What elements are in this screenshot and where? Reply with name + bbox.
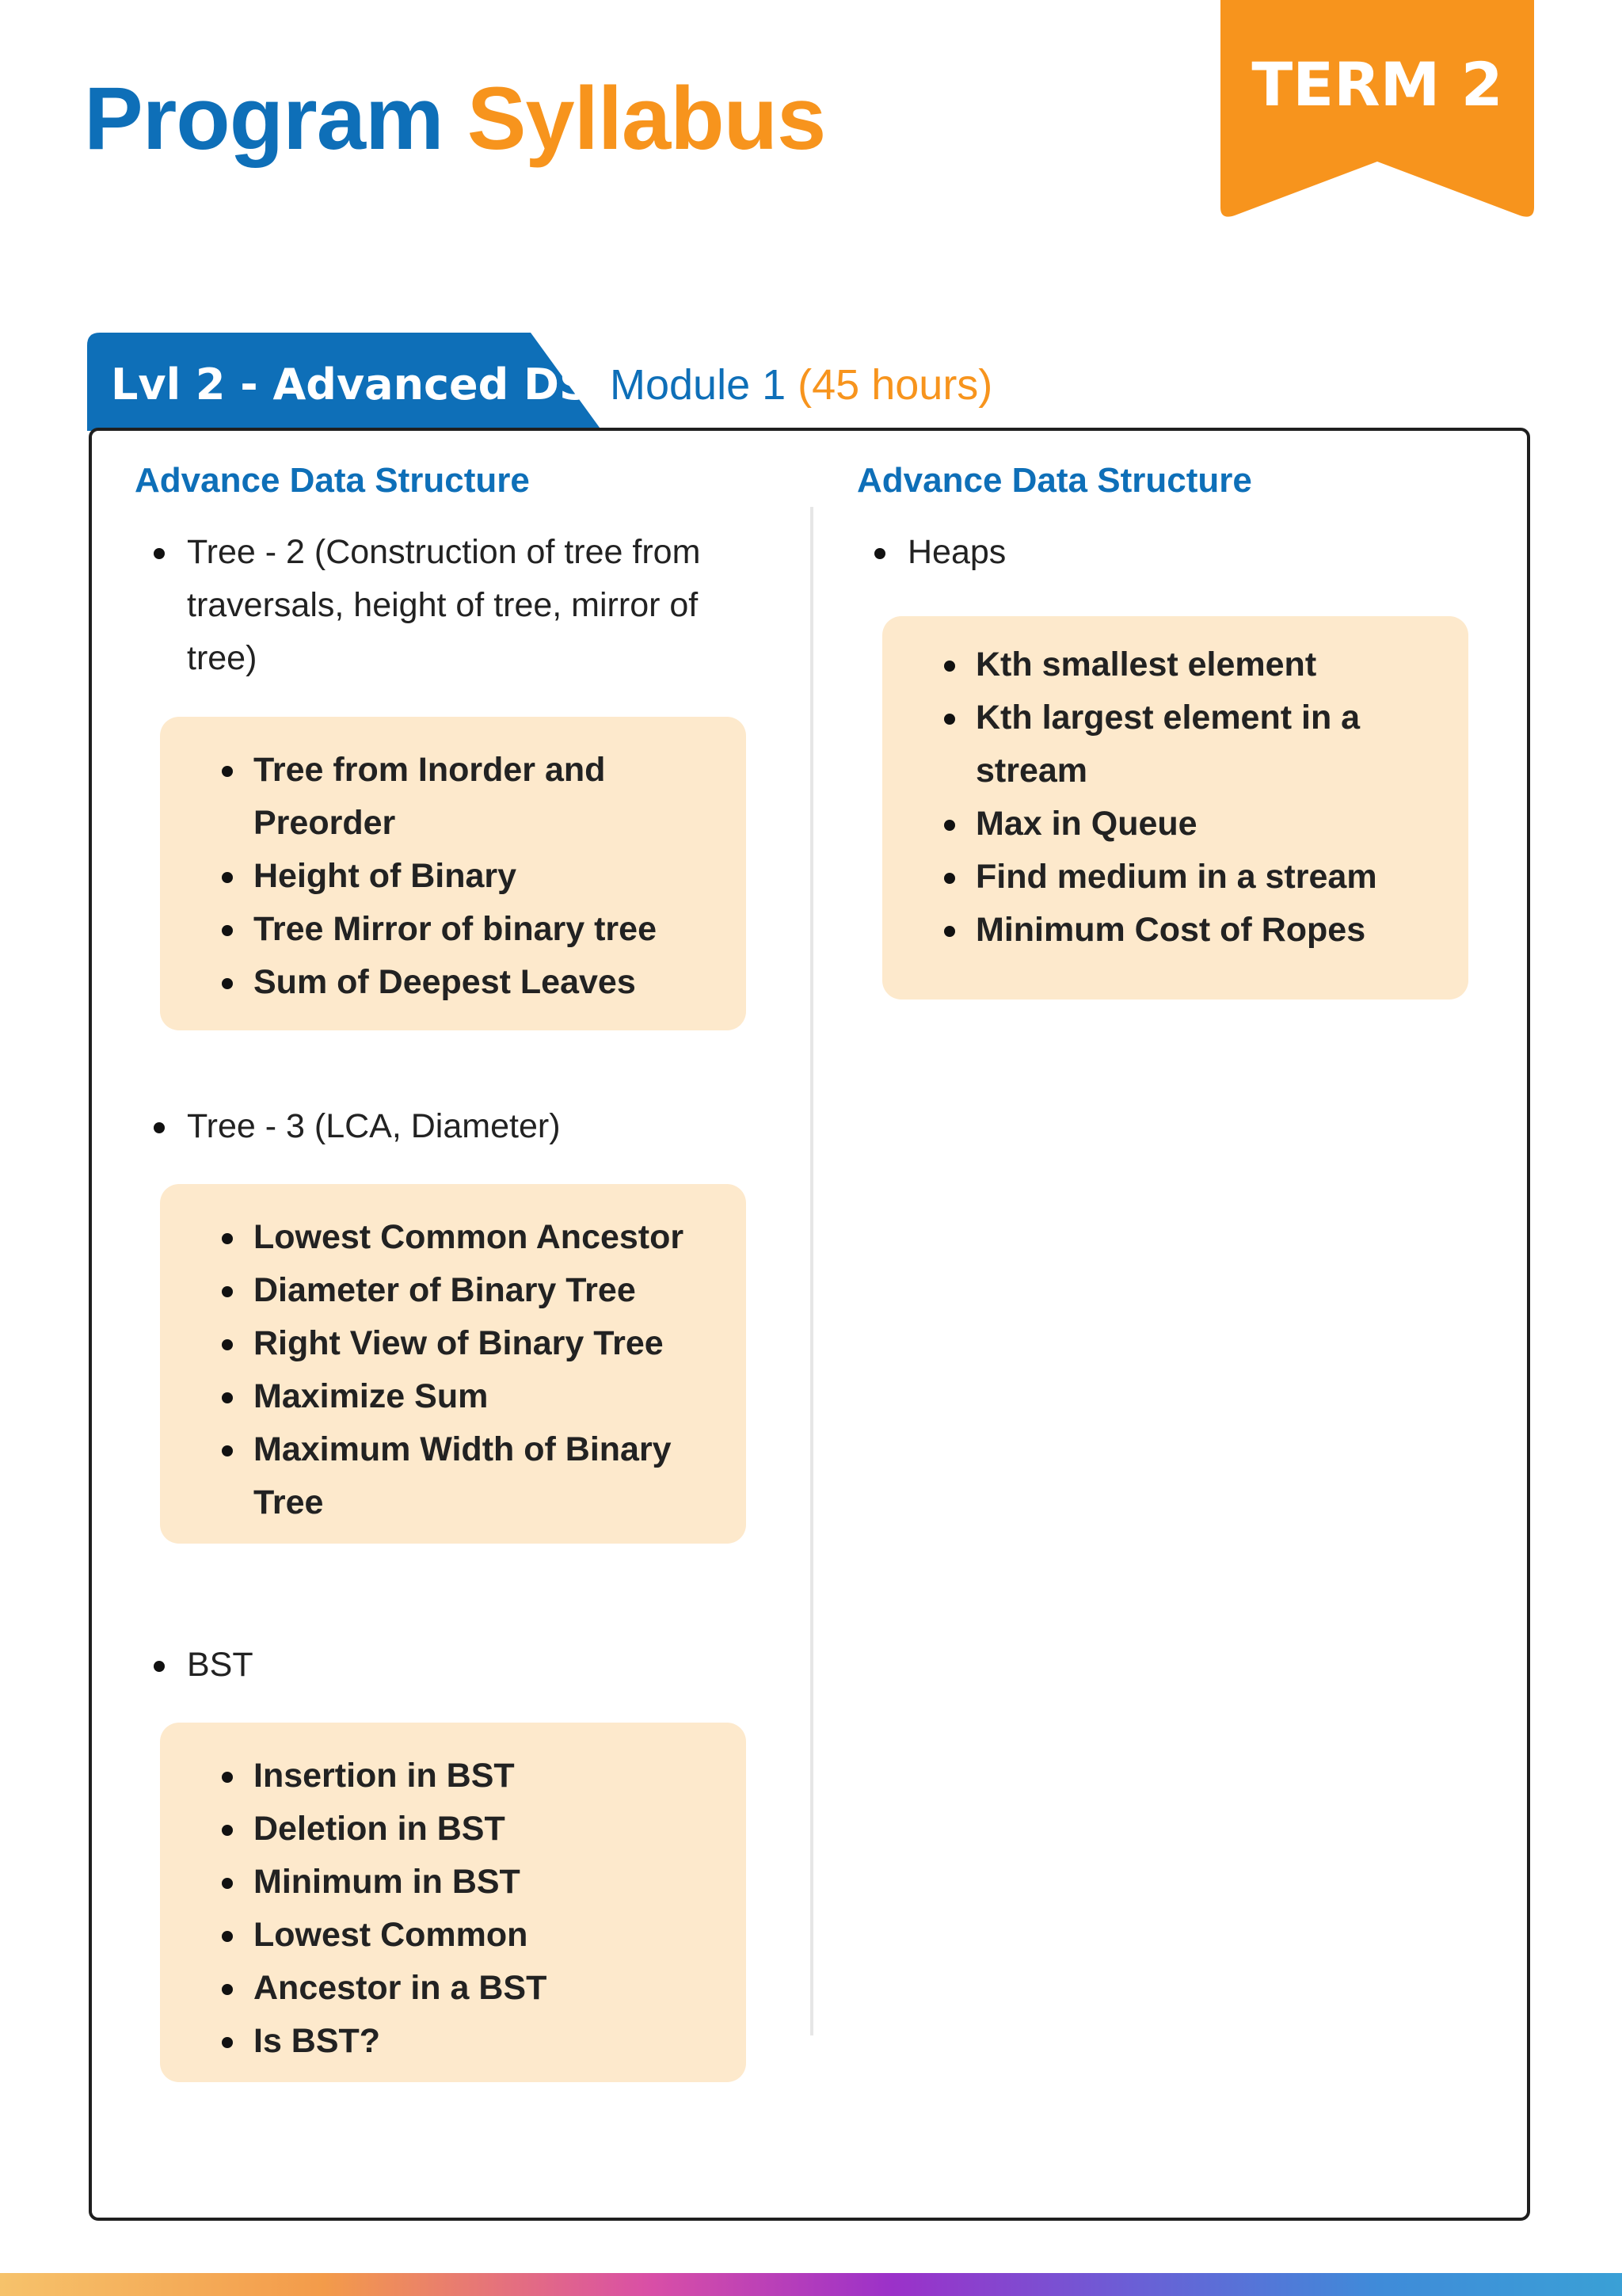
list-item: Insertion in BST	[217, 1750, 714, 1803]
module-hours: (45 hours)	[798, 361, 993, 409]
list-item: Maximize Sum	[217, 1370, 714, 1423]
topic-tree-2	[150, 526, 752, 685]
title-program: Program	[84, 69, 444, 168]
list-item: Kth smallest element	[939, 638, 1437, 691]
right-column-heading: Advance Data Structure	[857, 461, 1252, 500]
list-item: Tree - 2 (Construction of tree from traversals, height of tree, mirror of tree)	[150, 526, 752, 685]
module-tab	[87, 333, 623, 431]
module-tab-label: Lvl 2 - Advanced DSA	[111, 360, 623, 409]
list-item: Right View of Binary Tree	[217, 1317, 714, 1370]
list-item: Height of Binary	[217, 850, 714, 903]
list-item: Kth largest element in a stream	[939, 691, 1437, 798]
term-label: TERM 2	[1251, 49, 1503, 120]
left-column-heading: Advance Data Structure	[135, 461, 530, 500]
module-info	[610, 360, 992, 409]
list-item: Is BST?	[217, 2015, 714, 2068]
bottom-gradient-bar	[0, 2273, 1622, 2296]
title-syllabus: Syllabus	[466, 69, 826, 168]
subtopic-box-tree-2	[160, 717, 746, 1030]
list-item: Minimum in BST	[217, 1856, 714, 1909]
list-item: Find medium in a stream	[939, 851, 1437, 904]
topic-tree-3	[150, 1100, 752, 1153]
list-item: Ancestor in a BST	[217, 1962, 714, 2015]
list-item: Tree Mirror of binary tree	[217, 903, 714, 956]
subtopic-box-bst	[160, 1723, 746, 2082]
list-item: Lowest Common Ancestor	[217, 1211, 714, 1264]
list-item: Heaps	[871, 526, 1473, 579]
topic-heaps	[871, 526, 1473, 579]
list-item: Maximum Width of Binary Tree	[217, 1423, 714, 1529]
list-item: Minimum Cost of Ropes	[939, 904, 1437, 957]
list-item: BST	[150, 1639, 752, 1692]
list-item: Max in Queue	[939, 798, 1437, 851]
term-ribbon	[1220, 0, 1534, 220]
list-item: Tree - 3 (LCA, Diameter)	[150, 1100, 752, 1153]
page-title	[84, 70, 825, 167]
topic-bst	[150, 1639, 752, 1692]
list-item: Diameter of Binary Tree	[217, 1264, 714, 1317]
subtopic-box-heaps	[882, 616, 1468, 1000]
column-divider	[810, 507, 813, 2035]
list-item: Sum of Deepest Leaves	[217, 956, 714, 1009]
list-item: Tree from Inorder and Preorder	[217, 744, 714, 850]
module-name: Module 1	[610, 361, 786, 409]
subtopic-box-tree-3	[160, 1184, 746, 1544]
list-item: Deletion in BST	[217, 1803, 714, 1856]
list-item: Lowest Common	[217, 1909, 714, 1962]
